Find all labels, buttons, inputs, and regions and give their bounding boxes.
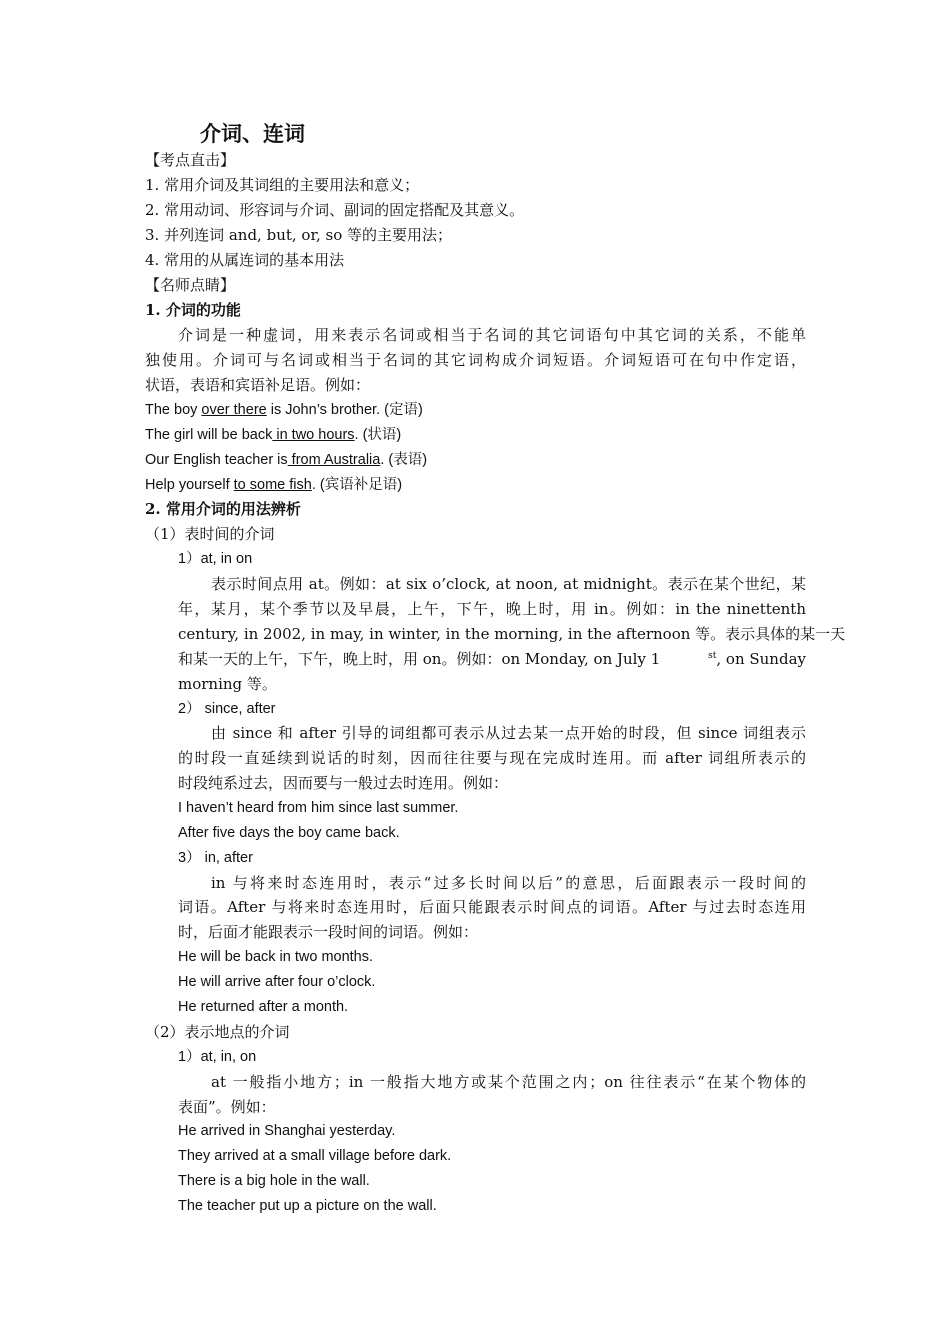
- paragraph-line: century, in 2002, in may, in winter, in the morning, in the afternoon 等。表示具体的某一天: [178, 625, 846, 643]
- underlined-phrase: to some fish: [233, 477, 312, 493]
- underlined-phrase: from Australia: [287, 452, 381, 468]
- underlined-phrase: in two hours: [272, 427, 355, 443]
- paragraph-text: [708, 647, 806, 671]
- paragraph-line: 词语。After 与将来时态连用时，后面只能跟表示时间点的词语。After 与过去时态连用: [178, 898, 806, 916]
- list-item: 2. 常用动词、形容词与介词、副词的固定搭配及其意义。: [145, 201, 525, 219]
- example-sentence: [145, 398, 423, 422]
- example-text: is John’s brother. (定语): [266, 402, 423, 418]
- paragraph-line: 表面”。例如：: [178, 1098, 276, 1116]
- paragraph-line: [178, 647, 806, 671]
- example-sentence: He will arrive after four o’clock.: [178, 974, 376, 990]
- example-text: . (状语): [354, 427, 402, 443]
- subsection-label: 1）at, in, on: [178, 1049, 257, 1065]
- subsection-label: 2） since, after: [178, 701, 276, 717]
- paragraph-line: 独使用。介词可与名词或相当于名词的其它词构成介词短语。介词短语可在句中作定语，: [145, 351, 806, 369]
- paragraph-line: 时段纯系过去，因而要与一般过去时连用。例如：: [178, 774, 509, 792]
- paragraph-line: 状语，表语和宾语补足语。例如：: [145, 376, 371, 394]
- subheading: （1）表时间的介词: [145, 525, 275, 543]
- section-header-kaodian: 【考点直击】: [145, 151, 236, 169]
- example-text: The girl will be back: [145, 427, 273, 443]
- example-text: . (表语): [380, 452, 428, 468]
- example-text: Help yourself: [145, 477, 234, 493]
- paragraph-line: 表示时间点用 at。例如：at six o’clock, at noon, at midnight。表示在某个世纪，某: [211, 575, 806, 593]
- superscript: st: [708, 651, 717, 661]
- paragraph-text: , on Sunday: [716, 650, 806, 668]
- example-sentence: [145, 473, 402, 497]
- subsection-label: 1）at, in on: [178, 551, 253, 567]
- paragraph-line: morning 等。: [178, 675, 277, 693]
- heading-2: 2. 常用介词的用法辨析: [145, 500, 301, 518]
- list-item: 1. 常用介词及其词组的主要用法和意义；: [145, 176, 420, 194]
- paragraph-line: 介词是一种虚词，用来表示名词或相当于名词的其它词语句中其它词的关系，不能单: [178, 326, 806, 344]
- example-sentence: [145, 448, 427, 472]
- example-sentence: The teacher put up a picture on the wall.: [178, 1198, 437, 1214]
- subsection-label: 3） in, after: [178, 850, 253, 866]
- example-text: The boy: [145, 402, 202, 418]
- example-text: Our English teacher is: [145, 452, 288, 468]
- paragraph-line: 的时段一直延续到说话的时刻，因而往往要与现在完成时连用。而 after 词组所表示的: [178, 749, 806, 767]
- subheading: （2）表示地点的介词: [145, 1023, 290, 1041]
- paragraph-line: at 一般指小地方；in 一般指大地方或某个范围之内；on 往往表示“在某个物体的: [211, 1073, 806, 1091]
- example-sentence: There is a big hole in the wall.: [178, 1173, 370, 1189]
- paragraph-line: in 与将来时态连用时，表示“过多长时间以后”的意思，后面跟表示一段时间的: [211, 874, 806, 892]
- example-sentence: [145, 423, 401, 447]
- example-sentence: They arrived at a small village before dark.: [178, 1148, 452, 1164]
- example-sentence: After five days the boy came back.: [178, 825, 400, 841]
- list-item: 4. 常用的从属连词的基本用法: [145, 251, 345, 269]
- example-sentence: He will be back in two months.: [178, 949, 374, 965]
- underlined-phrase: over there: [201, 402, 267, 418]
- paragraph-line: 时，后面才能跟表示一段时间的词语。例如：: [178, 923, 479, 941]
- page-title: 介词、连词: [200, 121, 305, 146]
- example-text: . (宾语补足语): [311, 477, 403, 493]
- heading-1: 1. 介词的功能: [145, 301, 241, 319]
- paragraph-line: 由 since 和 after 引导的词组都可表示从过去某一点开始的时段，但 since 词组表示: [211, 724, 806, 742]
- list-item: 3. 并列连词 and, but, or, so 等的主要用法；: [145, 226, 453, 244]
- paragraph-line: 年，某月，某个季节以及早晨，上午，下午，晚上时，用 in。例如：in the ninettenth: [178, 600, 806, 618]
- example-sentence: He arrived in Shanghai yesterday.: [178, 1123, 396, 1139]
- example-sentence: He returned after a month.: [178, 999, 349, 1015]
- example-sentence: I haven’t heard from him since last summer.: [178, 800, 459, 816]
- paragraph-text: 和某一天的上午，下午，晚上时，用 on。例如：on Monday, on July 1: [178, 650, 661, 668]
- section-header-mingshi: 【名师点睛】: [145, 276, 236, 294]
